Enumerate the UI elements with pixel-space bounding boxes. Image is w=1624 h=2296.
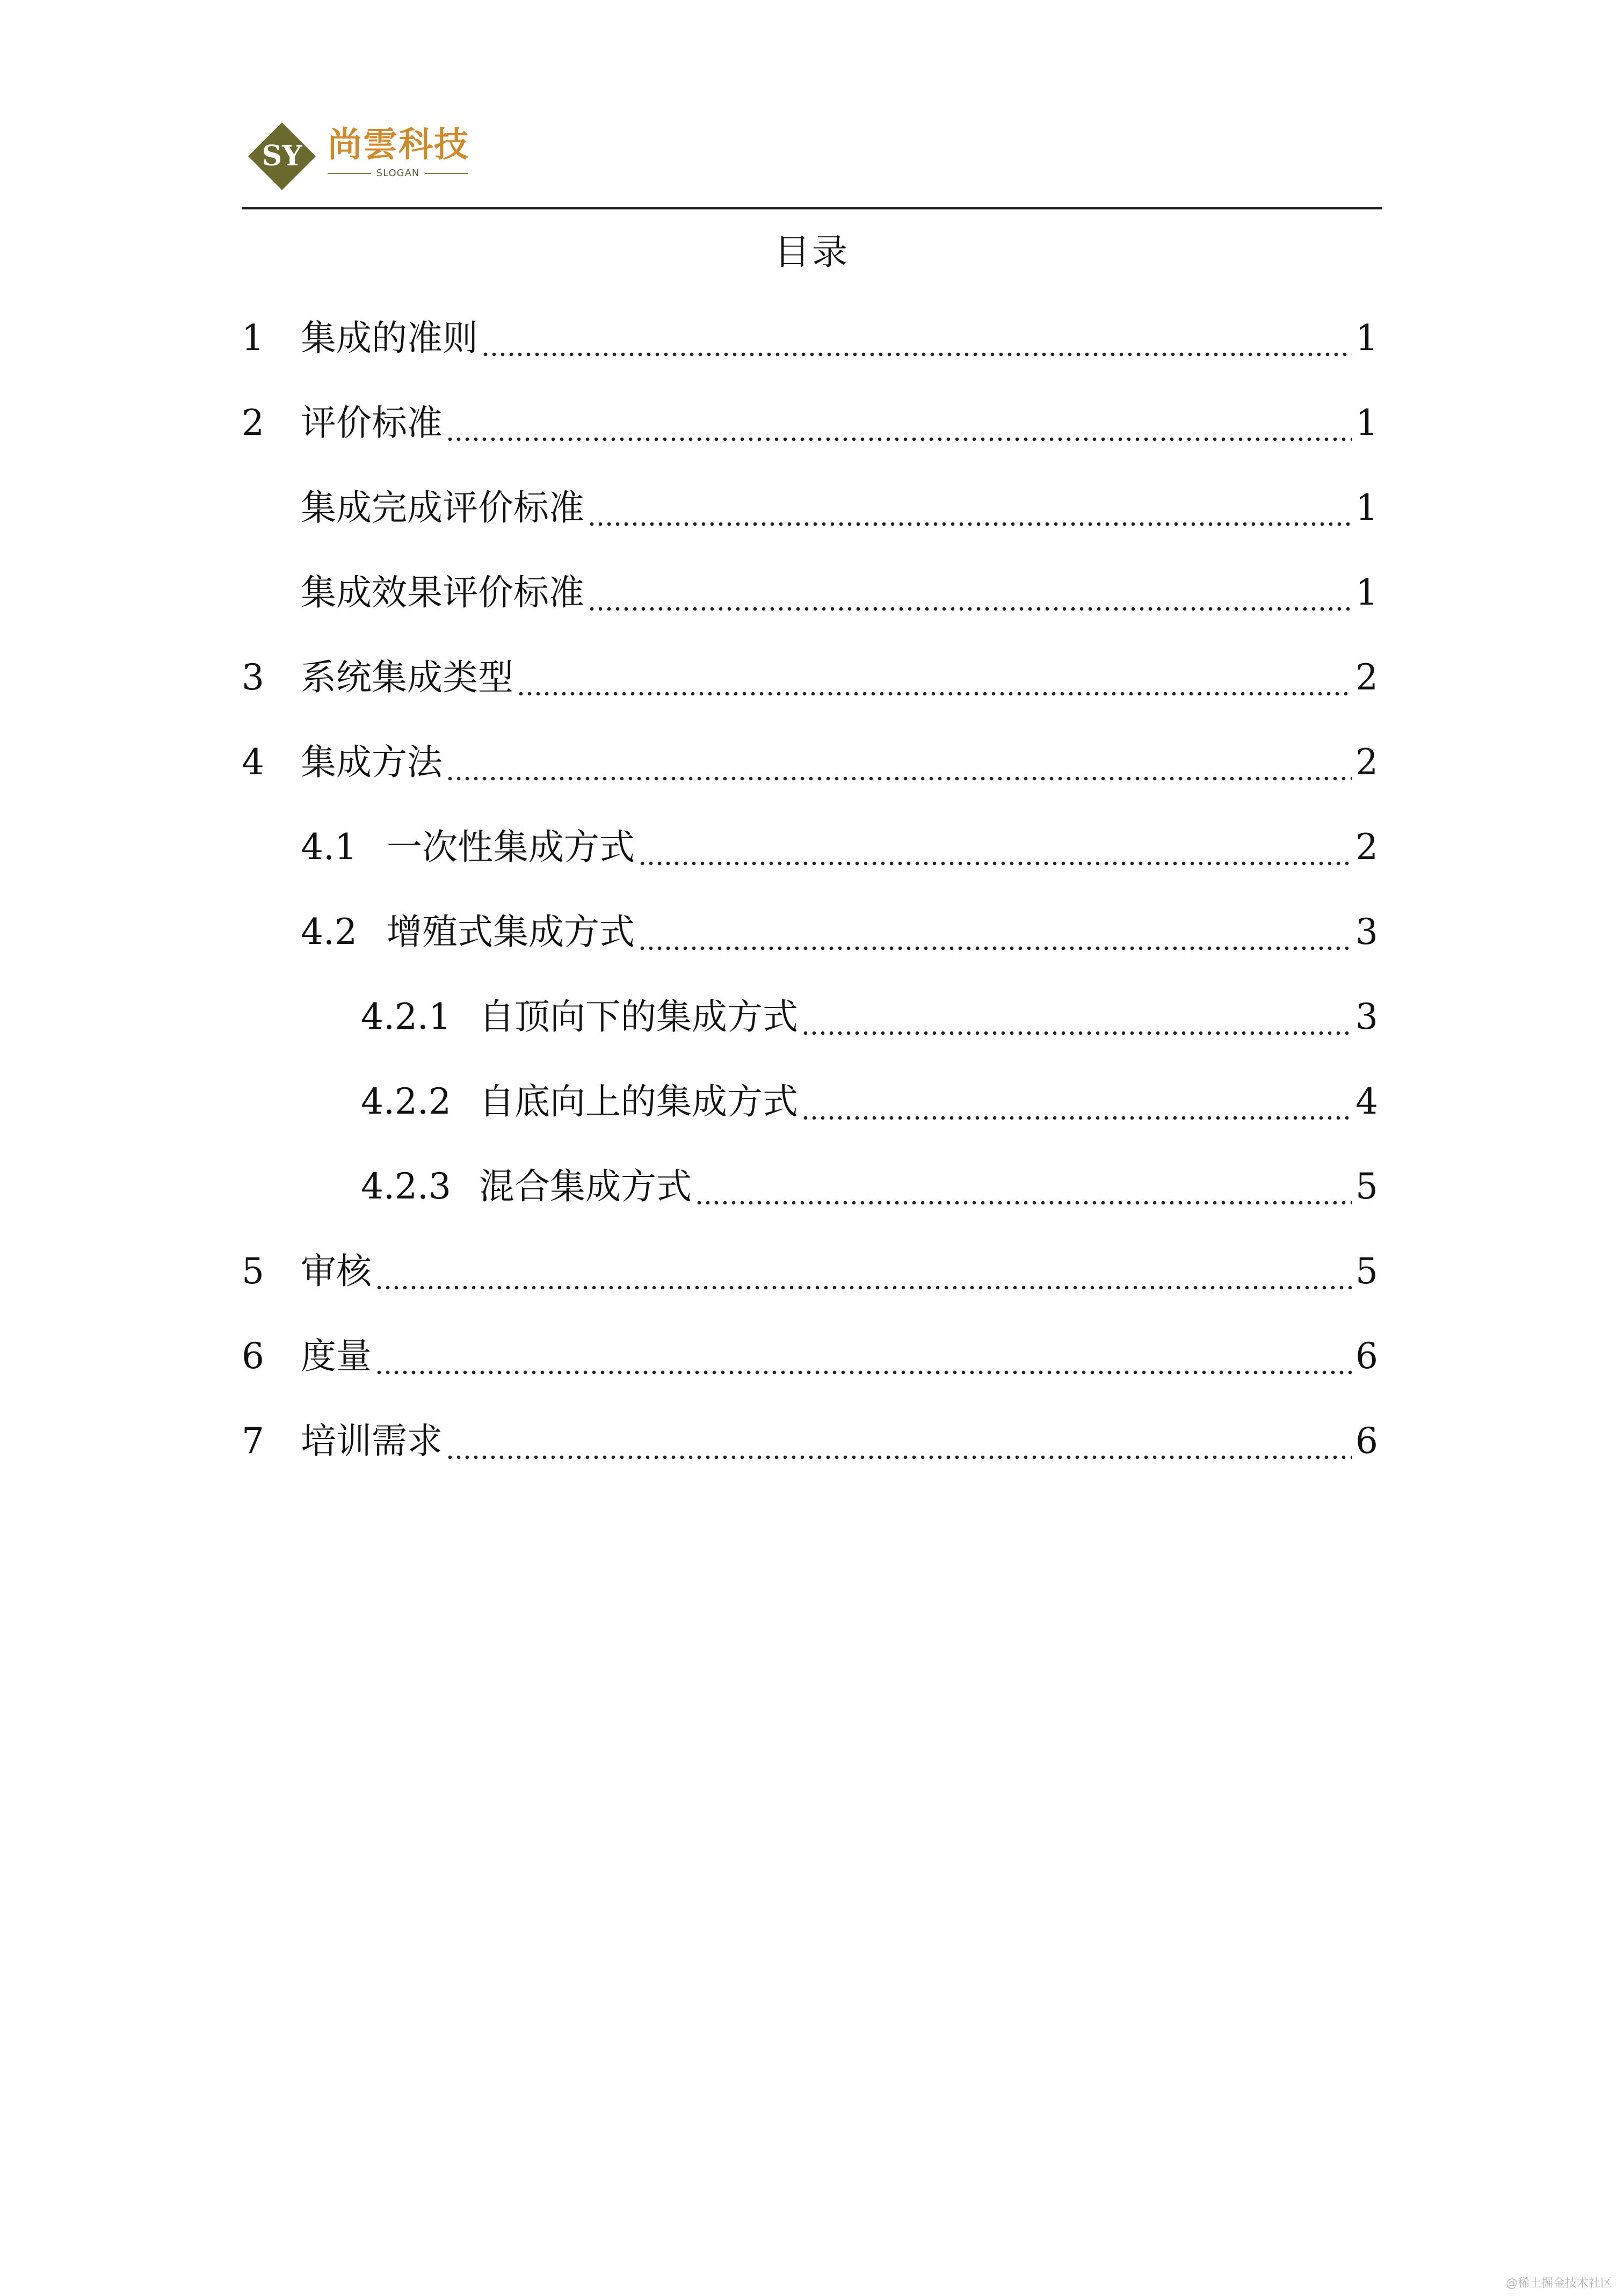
toc-entry[interactable]	[301, 905, 1378, 959]
toc-dot-leader	[517, 651, 1352, 704]
toc-entry-label: 集成方法	[301, 742, 443, 783]
toc-entry-label: 一次性集成方式	[387, 826, 635, 868]
toc-dot-leader	[446, 396, 1352, 450]
toc-entry-page: 5	[1355, 1251, 1378, 1292]
toc-entry-label: 自底向上的集成方式	[479, 1081, 798, 1122]
toc-entry-label: 审核	[301, 1251, 372, 1292]
toc-entry-label: 增殖式集成方式	[387, 911, 635, 953]
toc-title: 目录	[774, 231, 850, 273]
toc-entry-number: 4.2.1	[361, 996, 451, 1037]
logo-initials: SY	[262, 140, 302, 172]
toc-entry[interactable]	[301, 820, 1378, 874]
toc-entry-page: 6	[1355, 1335, 1378, 1377]
toc-dot-leader	[801, 1075, 1352, 1129]
slogan-rule-right	[425, 173, 468, 174]
toc-entry-page: 3	[1355, 996, 1378, 1037]
toc-dot-leader	[695, 1160, 1352, 1214]
logo-slogan-text: SLOGAN	[376, 168, 420, 179]
toc-dot-leader	[375, 1329, 1352, 1383]
toc-entry[interactable]	[242, 311, 1378, 365]
toc-dot-leader	[638, 820, 1352, 874]
logo-slogan	[328, 168, 468, 179]
toc-dot-leader	[446, 1414, 1352, 1468]
toc-entry[interactable]	[361, 1160, 1378, 1214]
toc-dot-leader	[588, 566, 1352, 620]
slogan-rule-left	[328, 173, 371, 174]
toc-entry-number: 4.2	[301, 911, 357, 953]
toc-entry-page: 4	[1355, 1081, 1378, 1122]
toc-entry-page: 6	[1355, 1420, 1378, 1462]
toc-dot-leader	[481, 311, 1352, 365]
toc-entry-page: 1	[1355, 572, 1378, 613]
toc-entry[interactable]	[361, 1075, 1378, 1129]
toc-entry-page: 2	[1355, 657, 1378, 698]
toc-entry-page: 3	[1355, 911, 1378, 953]
toc-entry-page: 2	[1355, 742, 1378, 783]
toc-entry[interactable]	[242, 396, 1378, 450]
toc-dot-leader	[446, 736, 1352, 789]
toc-entry-label: 评价标准	[301, 402, 443, 444]
toc-entry[interactable]	[242, 736, 1378, 789]
toc-entry-label: 混合集成方式	[479, 1166, 692, 1207]
toc-entry-page: 2	[1355, 826, 1378, 868]
toc-entry[interactable]	[242, 1245, 1378, 1298]
logo-name: 尚雲科技	[328, 125, 469, 165]
toc-entry-number: 4.1	[301, 826, 357, 868]
toc-entry-label: 培训需求	[301, 1420, 443, 1462]
toc-entry-page: 1	[1355, 317, 1378, 359]
toc-entry-number: 4	[242, 742, 264, 783]
toc-entry-page: 1	[1355, 487, 1378, 528]
toc-entry-number: 7	[242, 1420, 264, 1462]
toc-entry-number: 1	[242, 317, 264, 359]
toc-entry-number: 5	[242, 1251, 264, 1292]
toc-entry[interactable]	[242, 1329, 1378, 1383]
toc-entry-label: 集成完成评价标准	[301, 487, 584, 528]
toc-entry-label: 自顶向下的集成方式	[479, 996, 798, 1037]
toc-entry-page: 5	[1355, 1166, 1378, 1207]
toc-entry[interactable]	[361, 990, 1378, 1044]
toc-dot-leader	[588, 481, 1352, 535]
toc-entry[interactable]	[242, 651, 1378, 704]
watermark: @稀土掘金技术社区	[1505, 2277, 1612, 2290]
toc-entry-number: 3	[242, 657, 264, 698]
toc-entry-label: 集成的准则	[301, 317, 478, 359]
toc-dot-leader	[375, 1245, 1352, 1298]
toc-entry[interactable]	[242, 566, 1378, 620]
toc-entry[interactable]	[242, 481, 1378, 535]
toc-entry-label: 度量	[301, 1335, 372, 1377]
toc-entry-number: 4.2.3	[361, 1166, 451, 1207]
logo-diamond-icon	[247, 121, 317, 191]
toc-entry-number: 2	[242, 402, 264, 444]
toc-entry[interactable]	[242, 1414, 1378, 1468]
toc-entry-number: 4.2.2	[361, 1081, 451, 1122]
toc-entry-label: 集成效果评价标准	[301, 572, 584, 613]
toc-entry-label: 系统集成类型	[301, 657, 513, 698]
toc-entry-number: 6	[242, 1335, 264, 1377]
header-divider	[242, 207, 1382, 209]
toc-dot-leader	[638, 905, 1352, 959]
company-logo	[247, 121, 473, 190]
toc-entry-page: 1	[1355, 402, 1378, 444]
toc-dot-leader	[801, 990, 1352, 1044]
